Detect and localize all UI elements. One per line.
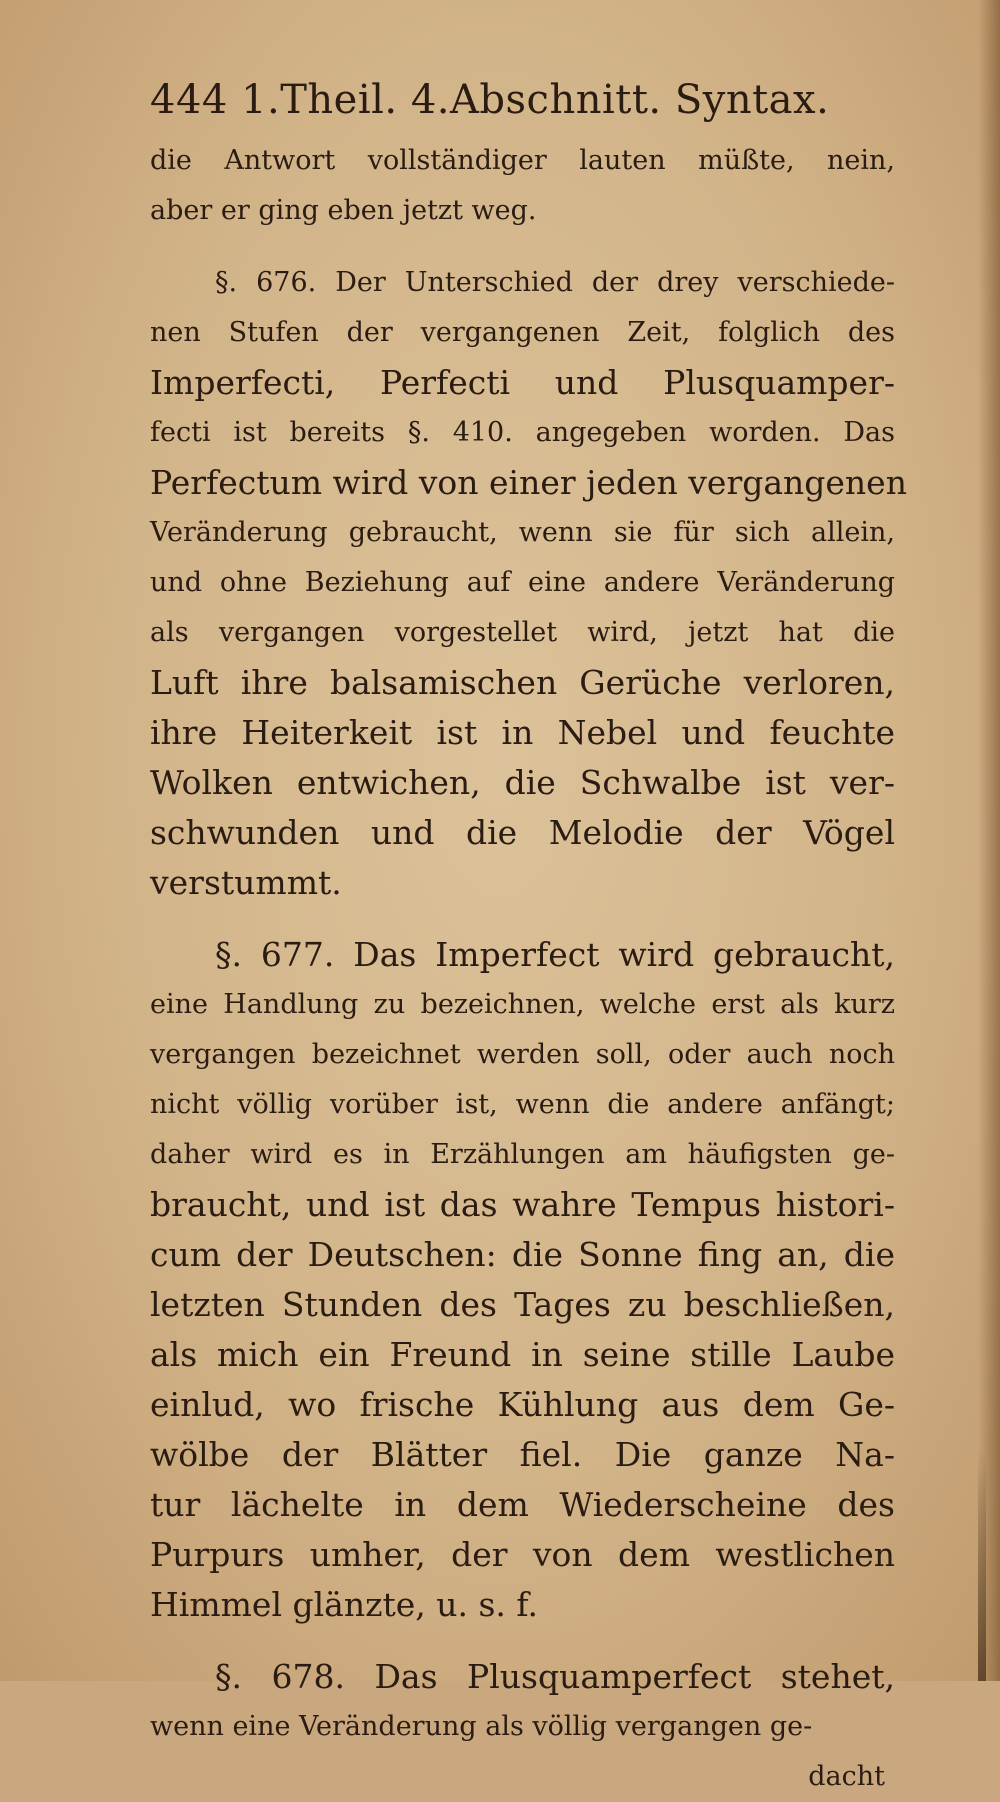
page-edge-shadow — [978, 0, 1000, 1681]
text-line: als mich ein Freund in seine stille Laube — [150, 1335, 895, 1374]
line-row — [150, 1130, 895, 1180]
text-line: wölbe der Blätter fiel. Die ganze Na- — [150, 1435, 895, 1474]
page-fold-shadow — [978, 1450, 986, 1681]
line-row — [150, 258, 895, 308]
line-row — [150, 1180, 895, 1230]
line-row — [150, 1230, 895, 1280]
line-row — [150, 758, 895, 808]
line-row — [150, 1530, 895, 1580]
text-line: letzten Stunden des Tages zu beschließen, — [150, 1285, 895, 1324]
line-row — [150, 608, 895, 658]
line-row — [150, 658, 895, 708]
text-line: ihre Heiterkeit ist in Nebel und feuchte — [150, 713, 895, 752]
paragraph — [150, 930, 895, 1630]
line-row — [150, 408, 895, 458]
text-line: nen Stufen der vergangenen Zeit, folglich des — [150, 317, 895, 348]
line-row — [150, 558, 895, 608]
line-row — [150, 1430, 895, 1480]
text-line: eine Handlung zu bezeichnen, welche erst als kurz — [150, 989, 895, 1020]
text-line: Imperfecti, Perfecti und Plusquamper- — [150, 363, 895, 402]
line-row — [150, 308, 895, 358]
line-row — [150, 858, 895, 908]
text-line: und ohne Beziehung auf eine andere Veränderung — [150, 567, 895, 598]
text-line: cum der Deutschen: die Sonne fing an, die — [150, 1235, 895, 1274]
paragraph — [150, 136, 895, 236]
text-line: verstummt. — [150, 863, 342, 902]
catchword: dacht — [808, 1761, 885, 1792]
text-line: §. 676. Der Unterschied der drey verschiede- — [215, 267, 895, 298]
line-row — [150, 1652, 895, 1702]
line-row — [150, 1330, 895, 1380]
text-line: tur lächelte in dem Wiederscheine des — [150, 1485, 895, 1524]
line-row — [150, 1030, 895, 1080]
text-line: schwunden und die Melodie der Vögel — [150, 813, 895, 852]
text-line: vergangen bezeichnet werden soll, oder auch noch — [150, 1039, 895, 1070]
text-line: Himmel glänzte, u. s. f. — [150, 1585, 538, 1624]
text-line: nicht völlig vorüber ist, wenn die andere anfängt; — [150, 1089, 895, 1120]
line-row — [150, 508, 895, 558]
text-line: Wolken entwichen, die Schwalbe ist ver- — [150, 763, 895, 802]
line-row — [150, 980, 895, 1030]
text-line: die Antwort vollständiger lauten müßte, nein, — [150, 145, 895, 176]
line-row — [150, 1480, 895, 1530]
line-row — [150, 358, 895, 408]
text-line: braucht, und ist das wahre Tempus histori- — [150, 1185, 895, 1224]
line-row — [150, 1580, 895, 1630]
line-row — [150, 808, 895, 858]
text-line: Purpurs umher, der von dem westlichen — [150, 1535, 895, 1574]
text-line: Luft ihre balsamischen Gerüche verloren, — [150, 663, 895, 702]
paragraph — [150, 1652, 895, 1752]
text-line: als vergangen vorgestellet wird, jetzt hat die — [150, 617, 895, 648]
text-line: Veränderung gebraucht, wenn sie für sich allein, — [150, 517, 895, 548]
text-block — [150, 72, 907, 1802]
line-row — [150, 1280, 895, 1330]
text-line: einlud, wo frische Kühlung aus dem Ge- — [150, 1385, 895, 1424]
line-row — [150, 1702, 895, 1752]
line-row — [150, 136, 895, 186]
line-row — [150, 1380, 895, 1430]
line-row — [150, 186, 895, 236]
body-text — [150, 136, 907, 1752]
text-line: §. 678. Das Plusquamperfect stehet, — [215, 1657, 895, 1696]
text-line: §. 677. Das Imperfect wird gebraucht, — [215, 935, 895, 974]
text-line: daher wird es in Erzählungen am häufigsten ge- — [150, 1139, 895, 1170]
paragraph — [150, 258, 907, 908]
text-line: Perfectum wird von einer jeden vergangenen — [150, 463, 907, 502]
text-line: aber er ging eben jetzt weg. — [150, 195, 537, 226]
text-line: wenn eine Veränderung als völlig vergangen ge- — [150, 1711, 813, 1742]
running-head: 444 1.Theil. 4.Abschnitt. Syntax. — [150, 77, 830, 123]
text-line: fecti ist bereits §. 410. angegeben worden. Das — [150, 417, 895, 448]
line-row — [150, 930, 895, 980]
line-row — [150, 708, 895, 758]
line-row — [150, 458, 907, 508]
line-row — [150, 1080, 895, 1130]
